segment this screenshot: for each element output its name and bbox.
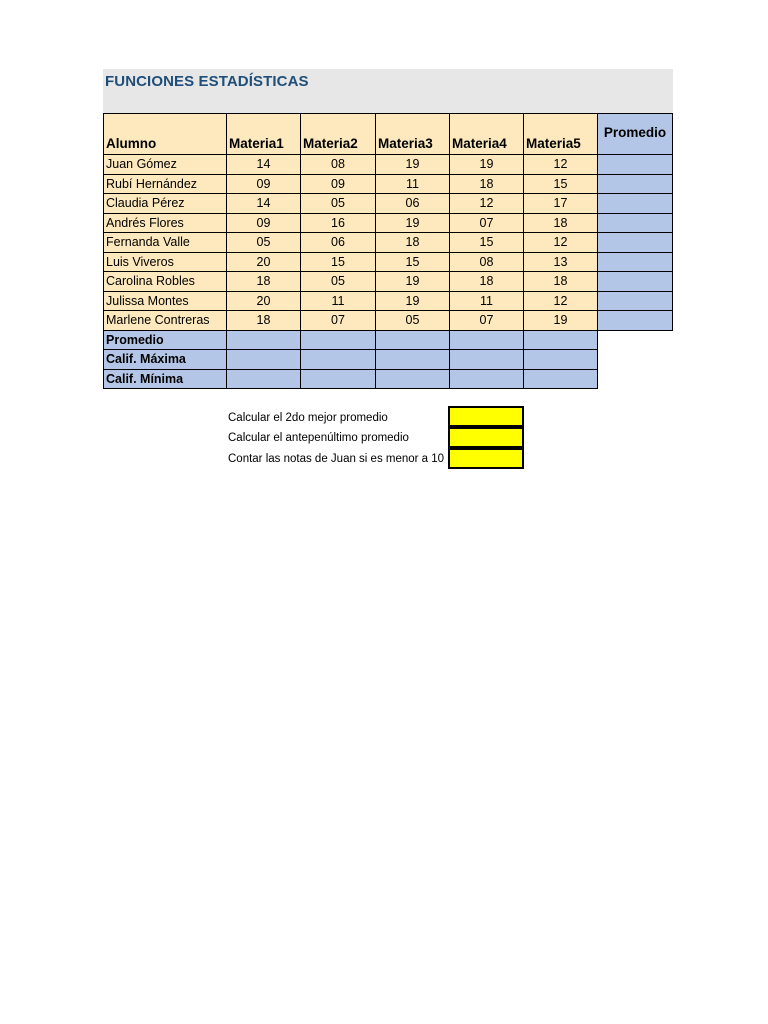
student-name[interactable]: Rubí Hernández bbox=[103, 174, 227, 195]
grade-cell[interactable]: 05 bbox=[300, 271, 376, 292]
task-label-second-best: Calcular el 2do mejor promedio bbox=[228, 412, 388, 424]
header-materia5: Materia5 bbox=[523, 113, 598, 155]
grade-cell[interactable]: 08 bbox=[300, 154, 376, 175]
grade-cell[interactable]: 06 bbox=[300, 232, 376, 253]
header-promedio: Promedio bbox=[597, 113, 673, 155]
summary-cell[interactable] bbox=[523, 349, 598, 370]
grade-cell[interactable]: 14 bbox=[226, 193, 301, 214]
grade-cell[interactable]: 09 bbox=[226, 174, 301, 195]
grade-cell[interactable]: 18 bbox=[226, 271, 301, 292]
grade-cell[interactable]: 14 bbox=[226, 154, 301, 175]
grade-cell[interactable]: 07 bbox=[300, 310, 376, 331]
summary-cell[interactable] bbox=[375, 369, 450, 390]
summary-cell[interactable] bbox=[300, 330, 376, 351]
summary-cell[interactable] bbox=[226, 369, 301, 390]
grade-cell[interactable]: 15 bbox=[375, 252, 450, 273]
grade-cell[interactable]: 13 bbox=[523, 252, 598, 273]
grade-cell[interactable]: 19 bbox=[375, 291, 450, 312]
grade-cell[interactable]: 15 bbox=[523, 174, 598, 195]
grades-table bbox=[103, 113, 673, 388]
grade-cell[interactable]: 16 bbox=[300, 213, 376, 234]
grade-cell[interactable]: 05 bbox=[375, 310, 450, 331]
grade-cell[interactable]: 20 bbox=[226, 291, 301, 312]
grade-cell[interactable]: 12 bbox=[523, 232, 598, 253]
student-name[interactable]: Juan Gómez bbox=[103, 154, 227, 175]
grade-cell[interactable]: 18 bbox=[375, 232, 450, 253]
promedio-cell[interactable] bbox=[597, 291, 673, 312]
grade-cell[interactable]: 18 bbox=[523, 213, 598, 234]
summary-label: Calif. Mínima bbox=[103, 369, 227, 390]
grade-cell[interactable]: 08 bbox=[449, 252, 524, 273]
grade-cell[interactable]: 18 bbox=[449, 174, 524, 195]
summary-cell[interactable] bbox=[300, 349, 376, 370]
promedio-cell[interactable] bbox=[597, 174, 673, 195]
promedio-cell[interactable] bbox=[597, 271, 673, 292]
grade-cell[interactable]: 19 bbox=[375, 213, 450, 234]
header-materia1: Materia1 bbox=[226, 113, 301, 155]
header-materia3: Materia3 bbox=[375, 113, 450, 155]
student-name[interactable]: Julissa Montes bbox=[103, 291, 227, 312]
student-name[interactable]: Fernanda Valle bbox=[103, 232, 227, 253]
promedio-cell[interactable] bbox=[597, 213, 673, 234]
summary-cell[interactable] bbox=[449, 369, 524, 390]
header-materia2: Materia2 bbox=[300, 113, 376, 155]
summary-cell[interactable] bbox=[375, 349, 450, 370]
grade-cell[interactable]: 07 bbox=[449, 213, 524, 234]
header-alumno: Alumno bbox=[103, 113, 227, 155]
task-label-count-juan: Contar las notas de Juan si es menor a 10 bbox=[228, 453, 445, 465]
promedio-cell[interactable] bbox=[597, 252, 673, 273]
summary-cell[interactable] bbox=[523, 330, 598, 351]
grade-cell[interactable]: 07 bbox=[449, 310, 524, 331]
grade-cell[interactable]: 18 bbox=[449, 271, 524, 292]
grade-cell[interactable]: 12 bbox=[523, 291, 598, 312]
grade-cell[interactable]: 19 bbox=[375, 154, 450, 175]
answer-cell-second-best[interactable] bbox=[448, 406, 524, 427]
summary-cell[interactable] bbox=[449, 330, 524, 351]
grade-cell[interactable]: 12 bbox=[523, 154, 598, 175]
student-name[interactable]: Luis Viveros bbox=[103, 252, 227, 273]
grade-cell[interactable]: 09 bbox=[226, 213, 301, 234]
task-label-antepenultimate: Calcular el antepenúltimo promedio bbox=[228, 432, 409, 444]
answer-cell-count-juan[interactable] bbox=[448, 448, 524, 469]
promedio-cell[interactable] bbox=[597, 232, 673, 253]
summary-cell[interactable] bbox=[226, 349, 301, 370]
student-name[interactable]: Carolina Robles bbox=[103, 271, 227, 292]
grade-cell[interactable]: 11 bbox=[300, 291, 376, 312]
promedio-cell[interactable] bbox=[597, 310, 673, 331]
summary-cell[interactable] bbox=[300, 369, 376, 390]
grade-cell[interactable]: 05 bbox=[300, 193, 376, 214]
grade-cell[interactable]: 19 bbox=[449, 154, 524, 175]
grade-cell[interactable]: 17 bbox=[523, 193, 598, 214]
grade-cell[interactable]: 20 bbox=[226, 252, 301, 273]
grade-cell[interactable]: 18 bbox=[523, 271, 598, 292]
grade-cell[interactable]: 06 bbox=[375, 193, 450, 214]
summary-cell[interactable] bbox=[226, 330, 301, 351]
grade-cell[interactable]: 11 bbox=[375, 174, 450, 195]
grade-cell[interactable]: 18 bbox=[226, 310, 301, 331]
summary-cell[interactable] bbox=[449, 349, 524, 370]
page-title: FUNCIONES ESTADÍSTICAS bbox=[105, 73, 309, 90]
student-name[interactable]: Andrés Flores bbox=[103, 213, 227, 234]
grade-cell[interactable]: 15 bbox=[300, 252, 376, 273]
promedio-cell[interactable] bbox=[597, 154, 673, 175]
summary-cell[interactable] bbox=[523, 369, 598, 390]
grade-cell[interactable]: 05 bbox=[226, 232, 301, 253]
grade-cell[interactable]: 19 bbox=[523, 310, 598, 331]
grade-cell[interactable]: 12 bbox=[449, 193, 524, 214]
header-materia4: Materia4 bbox=[449, 113, 524, 155]
student-name[interactable]: Claudia Pérez bbox=[103, 193, 227, 214]
grade-cell[interactable]: 15 bbox=[449, 232, 524, 253]
answer-cell-antepenultimate[interactable] bbox=[448, 427, 524, 448]
summary-label: Promedio bbox=[103, 330, 227, 351]
promedio-cell[interactable] bbox=[597, 193, 673, 214]
grade-cell[interactable]: 09 bbox=[300, 174, 376, 195]
student-name[interactable]: Marlene Contreras bbox=[103, 310, 227, 331]
summary-cell[interactable] bbox=[375, 330, 450, 351]
grade-cell[interactable]: 19 bbox=[375, 271, 450, 292]
summary-label: Calif. Máxima bbox=[103, 349, 227, 370]
grade-cell[interactable]: 11 bbox=[449, 291, 524, 312]
